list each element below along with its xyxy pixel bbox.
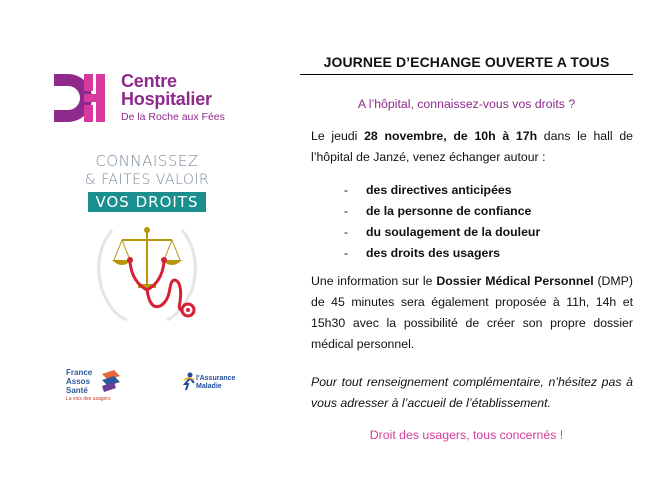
event-subtitle: A l’hôpital, connaissez-vous vos droits ? (357, 97, 576, 111)
event-date: 28 novembre, de 10h à 17h (364, 129, 538, 143)
hospital-name-line3: De la Roche aux Fées (121, 111, 225, 123)
hospital-name (121, 72, 225, 123)
poster-badge: VOS DROITS (88, 192, 206, 212)
assurance-maladie-logo (182, 372, 242, 396)
am-line1: l'Assurance (196, 375, 236, 382)
dmp-info: Une information sur le Dossier Médical Personnel (DMP) de 45 minutes sera également proposée à 11h, 14h et 15h30 avec la possibilité de créer son propre dossier médical personnel. (311, 274, 633, 351)
assurance-maladie-icon (182, 372, 196, 390)
hospital-name-line2: Hospitalier (121, 89, 212, 109)
am-line2: Maladie (196, 383, 222, 390)
fas-tagline: La voix des usagers (66, 396, 111, 402)
fas-line1: France (66, 368, 93, 377)
hospital-logo (52, 70, 252, 132)
scales-stethoscope-icon (82, 210, 212, 340)
event-title: JOURNEE D’ECHANGE OUVERTE A TOUS (323, 54, 610, 70)
hospital-name-line1: Centre (121, 71, 177, 91)
event-content (300, 54, 633, 442)
event-intro: Le jeudi 28 novembre, de 10h à 17h dans le hall de l’hôpital de Janzé, venez échanger autour : (311, 129, 633, 164)
fas-line2: Assos (66, 377, 91, 386)
dmp-name: Dossier Médical Personnel (436, 274, 594, 288)
topic-list (344, 180, 540, 264)
list-item: - des droits des usagers (344, 243, 540, 264)
fas-shape-icon (102, 370, 120, 392)
list-item: - des directives anticipées (344, 180, 540, 201)
rights-poster (82, 150, 212, 340)
list-item: - de la personne de confiance (344, 201, 540, 222)
list-item: - du soulagement de la douleur (344, 222, 540, 243)
france-assos-sante-logo (66, 368, 126, 408)
poster-line1: CONNAISSEZ (95, 152, 199, 170)
poster-line2: & FAITES VALOIR (84, 172, 210, 188)
contact-info: Pour tout renseignement complémentaire, n’hésitez pas à vous adresser à l’accueil de l’établissement. (311, 375, 633, 410)
hospital-logo-icon (52, 70, 108, 126)
event-slogan: Droit des usagers, tous concernés ! (369, 428, 564, 442)
fas-line3: Santé (66, 386, 88, 395)
